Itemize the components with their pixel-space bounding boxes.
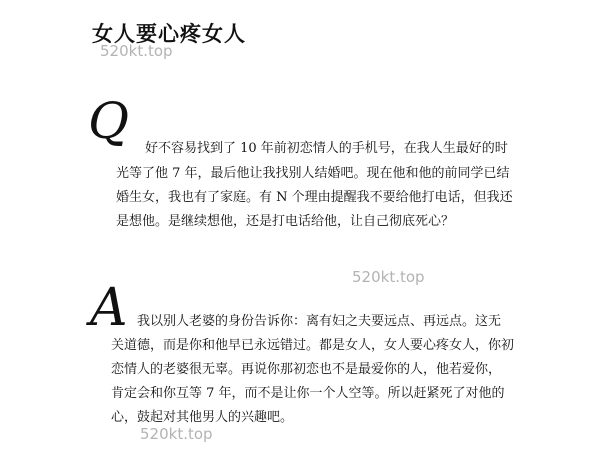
page-title: 女人要心疼女人: [92, 22, 246, 46]
question-line: 光等了他 7 年，最后他让我找别人结婚吧。现在他和他的前同学已结: [116, 166, 510, 181]
answer-line: 我以别人老婆的身份告诉你：离有妇之夫要远点、再远点。这无: [137, 314, 502, 329]
question-drop-cap: Q: [88, 92, 129, 150]
answer-line: 心，鼓起对其他男人的兴趣吧。: [111, 410, 294, 425]
answer-drop-cap: A: [90, 278, 128, 338]
answer-line: 恋情人的老婆很无辜。再说你那初恋也不是最爱你的人，他若爱你，: [111, 362, 502, 377]
watermark: 520kt.top: [100, 42, 173, 60]
answer-line: 肯定会和你互等 7 年，而不是让你一个人空等。所以赶紧死了对他的: [111, 386, 505, 401]
question-line: 好不容易找到了 10 年前初恋情人的手机号，在我人生最好的时: [145, 141, 508, 156]
question-line: 是想他。是继续想他，还是打电话给他，让自己彻底死心？: [116, 214, 455, 229]
watermark: 520kt.top: [352, 268, 425, 286]
answer-line: 关道德，而是你和他早已永远错过。都是女人，女人要心疼女人，你初: [111, 338, 515, 353]
watermark: 520kt.top: [140, 425, 213, 443]
question-line: 婚生女，我也有了家庭。有 N 个理由提醒我不要给他打电话，但我还: [116, 190, 513, 205]
